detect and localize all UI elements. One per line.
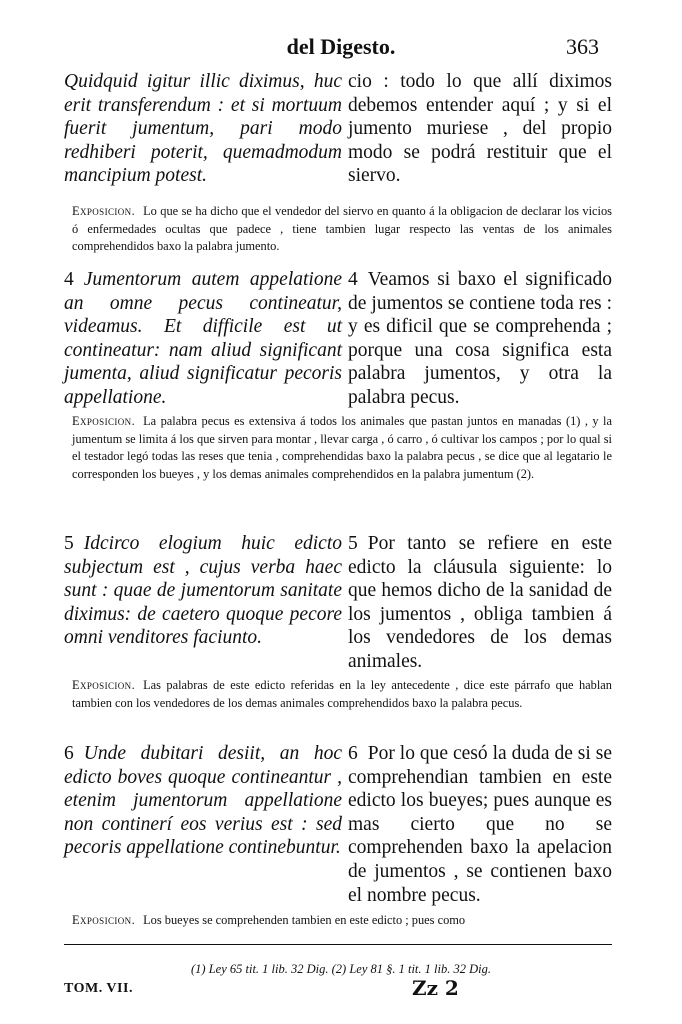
spanish-text: Por tanto se refiere en este edicto la cláusula siguiente: lo que hemos dicho de la sanidad de los jumentos , obliga tambien á los vendedores de los demas animales. (348, 533, 612, 672)
latin-column-s6 (64, 742, 342, 860)
footnotes: (1) Ley 65 tit. 1 lib. 32 Dig. (2) Ley 81 §. 1 tit. 1 lib. 32 Dig. (191, 962, 491, 976)
paragraph-number: 6 (64, 743, 74, 764)
spanish-text: Por lo que cesó la duda de si se comprehendian tambien en este edicto los bueyes; pues aunque es mas cierto que no se comprehenden baxo la apelacion de jumentos , se contienen baxo el nombre pecus. (348, 743, 612, 906)
paragraph-number: 5 (64, 533, 74, 554)
exposicion-label: Exposicion. (72, 678, 136, 692)
exposicion-text: Los bueyes se comprehenden tambien en este edicto ; pues como (143, 913, 466, 927)
exposicion-6 (72, 912, 612, 930)
signature-mark: Zz 2 (412, 976, 459, 1000)
exposicion-text: Las palabras de este edicto referidas en la ley antecedente , dice este párrafo que hablan tambien con los vendedores de los demas animales comprehendidos baxo la palabra pecus. (72, 678, 612, 710)
latin-column-s5 (64, 532, 342, 650)
spanish-text: Veamos si baxo el significado de jumentos se contiene toda res : y es dificil que se comprehenda ; porque una cosa significa esta palabra jumentos, y otra la palabra pecus. (348, 269, 612, 408)
latin-text: Jumentorum autem appelatione an omne pecus contineatur, videamus. Et difficile est ut contineatur: nam aliud significant jumenta, aliud significatur pecoris appellatione. (64, 269, 342, 408)
latin-column-s1 (64, 70, 342, 188)
spanish-column-s1 (348, 70, 612, 188)
spanish-text: cio : todo lo que allí diximos debemos entender aquí ; y si el jumento muriese , del propio modo se podrá restituir que el siervo. (348, 71, 612, 187)
exposicion-1 (72, 203, 612, 256)
spanish-column-s5 (348, 532, 612, 674)
paragraph-number: 4 (64, 269, 74, 290)
exposicion-text: Lo que se ha dicho que el vendedor del siervo en quanto á la obligacion de declarar los vicios ó enfermedades ocultas que padece , tiene tambien lugar respecto las ventas de los animales comprehendidos baxo la palabra jumento. (72, 204, 612, 253)
latin-text: Quidquid igitur illic diximus, huc erit transferendum : et si mortuum fuerit jumentum, pari modo redhiberi poterit, quemadmodum mancipium potest. (64, 71, 342, 187)
exposicion-label: Exposicion. (72, 204, 136, 218)
volume-label: TOM. VII. (64, 981, 133, 996)
footnote-divider (64, 944, 612, 945)
paragraph-number: 5 (348, 533, 358, 554)
latin-text: Idcirco elogium huic edicto subjectum est , cujus verba haec sunt : quae de jumentorum sanitate diximus: de caetero quoque pecore omni venditores faciunto. (64, 533, 342, 649)
spanish-column-s6 (348, 742, 612, 907)
exposicion-label: Exposicion. (72, 913, 136, 927)
spanish-column-s4 (348, 268, 612, 410)
paragraph-number: 6 (348, 743, 358, 764)
exposicion-4 (72, 413, 612, 483)
paragraph-number: 4 (348, 269, 358, 290)
page-number: 363 (566, 34, 599, 59)
exposicion-text: La palabra pecus es extensiva á todos los animales que pastan juntos en manadas (1) , y la jumentum se limita á los que sirven para montar , llevar carga , ó carro , ó cultivar los campos ; por lo qual si el testador legó todas las reses que tenia , comprehendidas baxo la palabra pecus , se dice que al legatario le corresponden los bueyes , y los demas animales comprehendidos en la palabra jumentum (2). (72, 414, 612, 481)
latin-column-s4 (64, 268, 342, 410)
running-header: del Digesto. (286, 34, 396, 59)
exposicion-label: Exposicion. (72, 414, 136, 428)
exposicion-5 (72, 677, 612, 712)
latin-text: Unde dubitari desiit, an hoc edicto boves quoque contineantur , etenim jumentorum appellatione non continerí eos verius est : sed pecoris appellatione continebuntur. (64, 743, 342, 859)
